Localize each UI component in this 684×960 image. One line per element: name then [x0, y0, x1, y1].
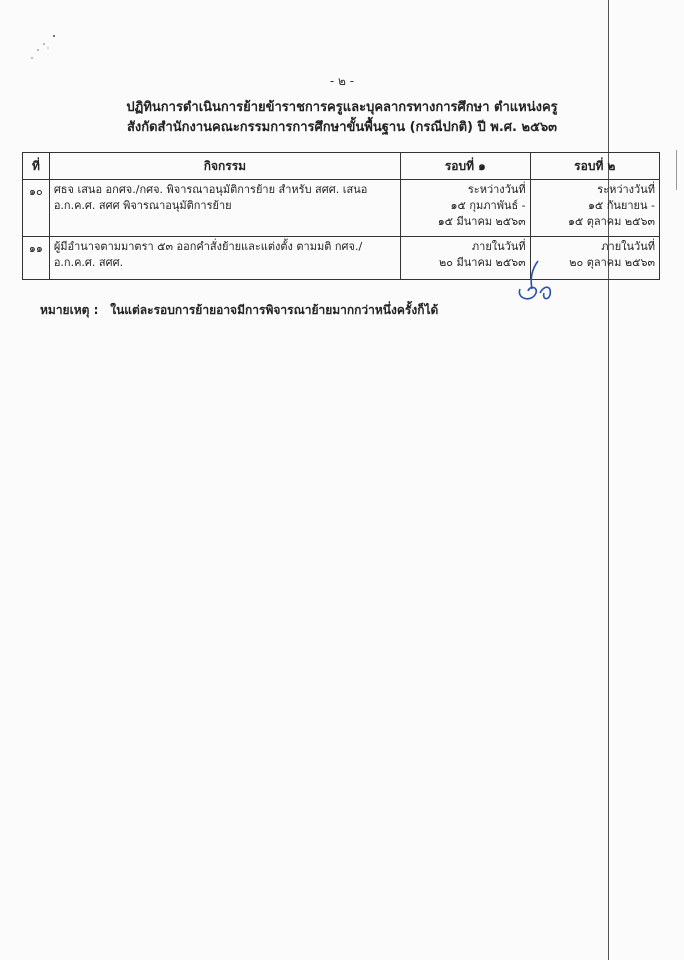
row-no: ๑๐: [23, 180, 50, 237]
page-fold-line: [608, 0, 609, 960]
row-activity: ผู้มีอำนาจตามมาตรา ๕๓ ออกคำสั่งย้ายและแต่งตั้ง ตามมติ กศจ./อ.ก.ค.ศ. สศศ.: [49, 237, 400, 280]
table-header-row: [23, 153, 660, 180]
round1-line: ภายในวันที่: [471, 240, 526, 253]
footnote: [40, 301, 438, 320]
handwritten-initial-mark: [510, 255, 570, 305]
header-activity: กิจกรรม: [49, 153, 400, 180]
round1-line: ระหว่างวันที่: [467, 183, 526, 196]
page-title-line1: ปฏิทินการดำเนินการย้ายข้าราชการครูและบุคลากรทางการศึกษา ตำแหน่งครู: [126, 100, 558, 115]
round2-line: ๑๕ กันยายน -: [587, 199, 655, 212]
round2-line: ๑๕ ตุลาคม ๒๕๖๓: [567, 215, 655, 228]
row-round1: [400, 180, 530, 237]
round1-line: ๑๕ กุมภาพันธ์ -: [450, 199, 526, 212]
round2-line: ระหว่างวันที่: [597, 183, 655, 196]
round2-line: ๒๐ ตุลาคม ๒๕๖๓: [569, 256, 655, 269]
header-no: ที่: [23, 153, 50, 180]
row-no: ๑๑: [23, 237, 50, 280]
footnote-label: หมายเหตุ :: [40, 303, 99, 317]
round1-line: ๑๕ มีนาคม ๒๕๖๓: [437, 215, 526, 228]
round1-line: ๒๐ มีนาคม ๒๕๖๓: [439, 256, 526, 269]
header-round1: รอบที่ ๑: [400, 153, 530, 180]
table-row: [23, 180, 660, 237]
row-round2: [530, 180, 659, 237]
footnote-text: ในแต่ละรอบการย้ายอาจมีการพิจารณาย้ายมากกว่าหนึ่งครั้งก็ได้: [110, 303, 439, 317]
page-title-line2: สังกัดสำนักงานคณะกรรมการการศึกษาขั้นพื้นฐาน (กรณีปกติ) ปี พ.ศ. ๒๕๖๓: [126, 120, 558, 135]
round2-line: ภายในวันที่: [601, 240, 655, 253]
header-round2: รอบที่ ๒: [530, 153, 659, 180]
page-number: - ๒ -: [329, 74, 355, 88]
page-edge-mark: [676, 150, 677, 190]
scan-specks: [30, 30, 70, 70]
row-activity: ศธจ เสนอ อกศจ./กศจ. พิจารณาอนุมัติการย้าย สำหรับ สศศ. เสนอ อ.ก.ค.ศ. สศศ พิจารณาอนุมัติการย้าย: [49, 180, 400, 237]
